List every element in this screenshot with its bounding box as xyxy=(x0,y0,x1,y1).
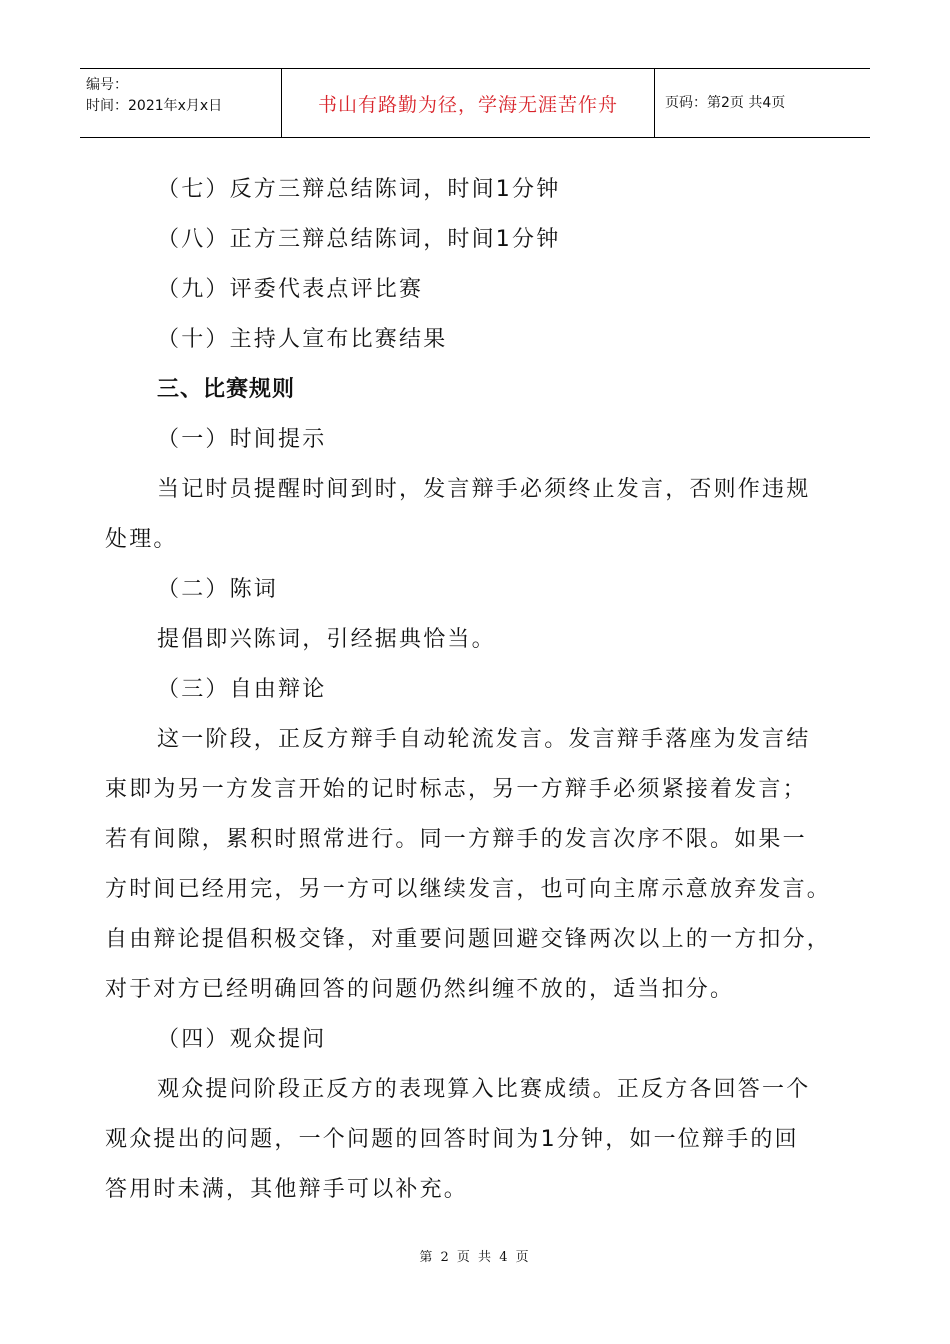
header-meta-cell xyxy=(80,69,282,137)
header-motto-cell xyxy=(282,69,655,137)
paragraph-line: 自由辩论提倡积极交锋，对重要问题回避交锋两次以上的一方扣分， xyxy=(105,927,832,952)
subsection-heading: （四）观众提问 xyxy=(157,1027,327,1052)
document-header xyxy=(80,68,870,138)
paragraph-line: 观众提出的问题，一个问题的回答时间为1分钟，如一位辩手的回 xyxy=(105,1127,799,1152)
number-label: 编号： xyxy=(86,77,128,93)
list-item: （七）反方三辩总结陈词，时间1分钟 xyxy=(157,177,561,202)
list-item: （十）主持人宣布比赛结果 xyxy=(157,327,448,352)
page-footer: 第 2 页 共 4 页 xyxy=(419,1250,531,1265)
paragraph-line: 观众提问阶段正反方的表现算入比赛成绩。正反方各回答一个 xyxy=(157,1077,811,1102)
subsection-heading: （二）陈词 xyxy=(157,577,279,602)
subsection-heading: （一）时间提示 xyxy=(157,427,327,452)
subsection-heading: （三）自由辩论 xyxy=(157,677,327,702)
list-item: （九）评委代表点评比赛 xyxy=(157,277,424,302)
paragraph-line: 当记时员提醒时间到时，发言辩手必须终止发言，否则作违规 xyxy=(157,477,811,502)
page-code: 页码：第2页 共4页 xyxy=(665,95,786,111)
time-label: 时间：2021年x月x日 xyxy=(86,98,223,114)
paragraph-line: 对于对方已经明确回答的问题仍然纠缠不放的，适当扣分。 xyxy=(105,977,735,1002)
paragraph-line: 答用时未满，其他辩手可以补充。 xyxy=(105,1177,469,1202)
section-heading: 三、比赛规则 xyxy=(157,377,296,402)
motto-text: 书山有路勤为径，学海无涯苦作舟 xyxy=(317,93,618,116)
paragraph-line: 这一阶段，正反方辩手自动轮流发言。发言辩手落座为发言结 xyxy=(157,727,811,752)
paragraph-line: 方时间已经用完，另一方可以继续发言，也可向主席示意放弃发言。 xyxy=(105,877,832,902)
paragraph-line: 处理。 xyxy=(105,527,178,552)
header-page-cell xyxy=(655,69,870,137)
paragraph-line: 提倡即兴陈词，引经据典恰当。 xyxy=(157,627,496,652)
paragraph-line: 束即为另一方发言开始的记时标志，另一方辩手必须紧接着发言； xyxy=(105,777,807,802)
paragraph-line: 若有间隙，累积时照常进行。同一方辩手的发言次序不限。如果一 xyxy=(105,827,807,852)
list-item: （八）正方三辩总结陈词，时间1分钟 xyxy=(157,227,561,252)
